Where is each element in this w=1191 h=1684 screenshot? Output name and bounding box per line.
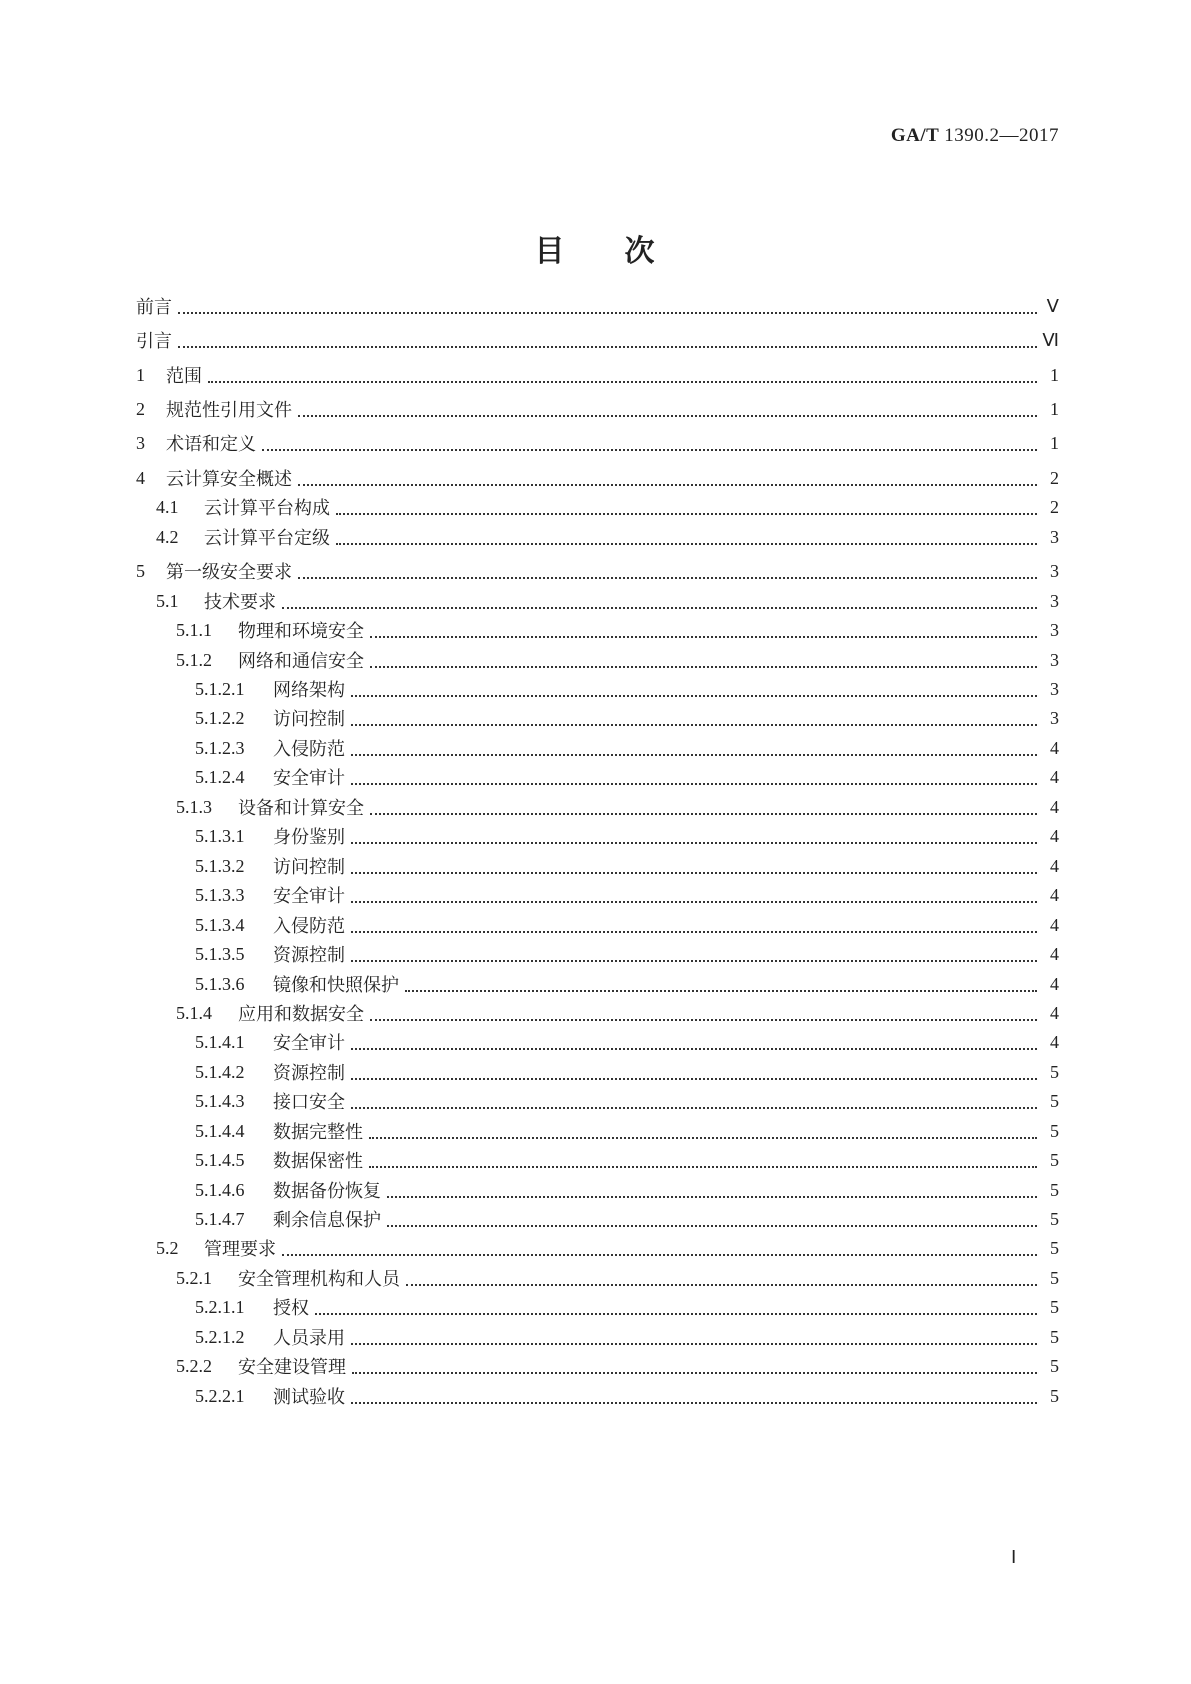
toc-entry-title: 资源控制 (273, 945, 345, 966)
toc-entry[interactable] (136, 1204, 1059, 1234)
toc-entry[interactable] (136, 428, 1059, 458)
toc-entry-number: 5.1.2.2 (195, 707, 245, 728)
toc-entry-title: 引言 (136, 331, 172, 352)
dot-leader (351, 775, 1037, 785)
toc-entry[interactable] (136, 674, 1059, 704)
toc-entry-title: 访问控制 (273, 857, 345, 878)
dot-leader (351, 864, 1037, 874)
toc-entry-number: 5.1.2 (176, 649, 212, 670)
toc-entry-title: 数据备份恢复 (273, 1181, 381, 1202)
toc-entry[interactable] (136, 1057, 1059, 1087)
toc-entry-number: 4.1 (156, 496, 179, 517)
toc-entry[interactable] (136, 1292, 1059, 1322)
toc-entry-title: 数据保密性 (273, 1151, 363, 1172)
toc-entry-number: 5.1.4.7 (195, 1208, 245, 1229)
toc-entry[interactable] (136, 1175, 1059, 1205)
toc-entry[interactable] (136, 291, 1059, 321)
toc-entry-page: 4 (1050, 737, 1059, 758)
dot-leader (351, 923, 1037, 933)
toc-title (0, 226, 1191, 270)
toc-entry-number: 5.1.4.3 (195, 1090, 245, 1111)
toc-entry-page: 5 (1050, 1090, 1059, 1111)
toc-entry-title: 云计算平台定级 (204, 528, 330, 549)
dot-leader (351, 1335, 1037, 1345)
toc-title-left: 目 (534, 234, 567, 269)
dot-leader (370, 658, 1037, 668)
dot-leader (352, 1364, 1037, 1374)
toc-entry-page: 5 (1050, 1120, 1059, 1141)
toc-entry-number: 5.1.3 (176, 796, 212, 817)
toc-entry-title: 云计算安全概述 (166, 469, 292, 490)
toc-entry[interactable] (136, 1381, 1059, 1411)
toc-entry-page: 4 (1050, 914, 1059, 935)
toc-entry[interactable] (136, 1116, 1059, 1146)
toc-entry-page: 3 (1050, 560, 1059, 581)
dot-leader (208, 373, 1037, 383)
toc-entry-number: 5.1.4.5 (195, 1149, 245, 1170)
toc-entry[interactable] (136, 394, 1059, 424)
dot-leader (178, 304, 1037, 314)
toc-entry[interactable] (136, 1145, 1059, 1175)
toc-entry-page: 5 (1050, 1208, 1059, 1229)
dot-leader (336, 505, 1037, 515)
toc-entry-number: 5.1.4.4 (195, 1120, 245, 1141)
toc-entry[interactable] (136, 463, 1059, 493)
toc-entry[interactable] (136, 733, 1059, 763)
toc-entry-title: 安全审计 (273, 768, 345, 789)
toc-entry[interactable] (136, 821, 1059, 851)
dot-leader (282, 599, 1037, 609)
dot-leader (370, 628, 1037, 638)
toc-entry-title: 入侵防范 (273, 739, 345, 760)
toc-entry[interactable] (136, 615, 1059, 645)
toc-entry-page: 3 (1050, 649, 1059, 670)
dot-leader (369, 1129, 1037, 1139)
toc-entry-number: 5.2.1 (176, 1267, 212, 1288)
toc-entry[interactable] (136, 939, 1059, 969)
toc-entry-page: 4 (1050, 855, 1059, 876)
toc-entry-title: 人员录用 (273, 1328, 345, 1349)
dot-leader (351, 687, 1037, 697)
toc-entry-page: 3 (1050, 678, 1059, 699)
toc-entry-number: 5.1.3.6 (195, 973, 245, 994)
toc-entry-page: 5 (1050, 1149, 1059, 1170)
toc-entry-title: 网络架构 (273, 680, 345, 701)
toc-entry-number: 5.1 (156, 590, 179, 611)
toc-entry-title: 设备和计算安全 (238, 798, 364, 819)
dot-leader (351, 834, 1037, 844)
toc-entry-page: 1 (1050, 432, 1059, 453)
toc-entry-page: 4 (1050, 1031, 1059, 1052)
toc-entry-title: 第一级安全要求 (166, 562, 292, 583)
toc-entry-page: 4 (1050, 796, 1059, 817)
dot-leader (351, 1394, 1037, 1404)
toc-entry-page: 3 (1050, 707, 1059, 728)
dot-leader (370, 805, 1037, 815)
toc-entry-number: 5.1.3.3 (195, 884, 245, 905)
toc-entry-title: 云计算平台构成 (204, 498, 330, 519)
toc-entry[interactable] (136, 325, 1059, 355)
dot-leader (387, 1188, 1037, 1198)
toc-entry-number: 5.1.2.4 (195, 766, 245, 787)
toc-entry-title: 网络和通信安全 (238, 651, 364, 672)
toc-entry-number: 5.1.4 (176, 1002, 212, 1023)
toc-entry-number: 5.1.4.1 (195, 1031, 245, 1052)
toc-entry[interactable] (136, 910, 1059, 940)
dot-leader (351, 1099, 1037, 1109)
toc-entry-title: 资源控制 (273, 1063, 345, 1084)
toc-entry-number: 4.2 (156, 526, 179, 547)
toc-entry-title: 管理要求 (204, 1239, 276, 1260)
toc-entry-title: 安全管理机构和人员 (238, 1269, 400, 1290)
document-code-number: 1390.2—2017 (944, 125, 1059, 146)
toc-entry-title: 测试验收 (273, 1387, 345, 1408)
toc-entry-page: 5 (1050, 1296, 1059, 1317)
toc-entry-page: 5 (1050, 1355, 1059, 1376)
toc-entry[interactable] (136, 1086, 1059, 1116)
dot-leader (351, 893, 1037, 903)
toc-entry-page: 4 (1050, 766, 1059, 787)
toc-entry-number: 5.1.3.5 (195, 943, 245, 964)
toc-entry[interactable] (136, 1322, 1059, 1352)
dot-leader (282, 1246, 1037, 1256)
dot-leader (387, 1217, 1037, 1227)
toc-entry-number: 5.1.3.4 (195, 914, 245, 935)
toc-entry-title: 镜像和快照保护 (273, 975, 399, 996)
toc-entry[interactable] (136, 969, 1059, 999)
toc-entry-page: 4 (1050, 973, 1059, 994)
dot-leader (336, 535, 1037, 545)
dot-leader (351, 1040, 1037, 1050)
page-number: Ⅰ (1011, 1547, 1017, 1567)
toc-entry-number: 2 (136, 398, 145, 419)
dot-leader (315, 1305, 1037, 1315)
toc-entry-page: 1 (1050, 364, 1059, 385)
dot-leader (370, 1011, 1037, 1021)
toc-entry-page: 3 (1050, 590, 1059, 611)
toc-entry-number: 5.2 (156, 1237, 179, 1258)
toc-entry-title: 术语和定义 (166, 434, 256, 455)
toc-entry-number: 5.2.2 (176, 1355, 212, 1376)
toc-entry[interactable] (136, 1027, 1059, 1057)
toc-entry-title: 技术要求 (204, 592, 276, 613)
toc-entry-number: 3 (136, 432, 145, 453)
toc-entry-number: 5 (136, 560, 145, 581)
toc-entry-page: 5 (1050, 1326, 1059, 1347)
toc-entry-page: 4 (1050, 943, 1059, 964)
dot-leader (406, 1276, 1037, 1286)
toc-entry-number: 4 (136, 467, 145, 488)
toc-entry-title: 安全审计 (273, 886, 345, 907)
toc-entry[interactable] (136, 880, 1059, 910)
dot-leader (178, 338, 1037, 348)
toc-entry-page: 5 (1050, 1267, 1059, 1288)
toc-entry[interactable] (136, 492, 1059, 522)
toc-entry-page: 5 (1050, 1061, 1059, 1082)
toc-entry-title: 身份鉴别 (273, 827, 345, 848)
dot-leader (351, 952, 1037, 962)
toc-entry-title: 安全审计 (273, 1033, 345, 1054)
toc-entry[interactable] (136, 851, 1059, 881)
document-code-prefix: GA/T (890, 125, 939, 146)
toc-entry-title: 入侵防范 (273, 916, 345, 937)
toc-entry[interactable] (136, 792, 1059, 822)
dot-leader (351, 1070, 1037, 1080)
toc-entry[interactable] (136, 586, 1059, 616)
toc-entry-page: 4 (1050, 884, 1059, 905)
toc-entry-page: 5 (1050, 1385, 1059, 1406)
toc-entry-page: Ⅴ (1046, 295, 1059, 316)
toc-entry[interactable] (136, 645, 1059, 675)
toc-entry[interactable] (136, 522, 1059, 552)
toc-entry[interactable] (136, 1233, 1059, 1263)
toc-entry-page: 5 (1050, 1179, 1059, 1200)
toc-entry-number: 5.2.2.1 (195, 1385, 245, 1406)
toc-title-right: 次 (624, 234, 657, 269)
dot-leader (298, 476, 1037, 486)
dot-leader (298, 407, 1037, 417)
toc-entry-page: 4 (1050, 1002, 1059, 1023)
toc-entry-page: 2 (1050, 496, 1059, 517)
toc-entry-page: 2 (1050, 467, 1059, 488)
toc-entry-number: 5.1.2.1 (195, 678, 245, 699)
toc-entry[interactable] (136, 556, 1059, 586)
toc-entry-title: 规范性引用文件 (166, 400, 292, 421)
toc-entry-page: 3 (1050, 619, 1059, 640)
dot-leader (405, 982, 1037, 992)
toc-entry-page: 1 (1050, 398, 1059, 419)
toc-entry-title: 访问控制 (273, 709, 345, 730)
toc-entry[interactable] (136, 998, 1059, 1028)
toc-entry-title: 前言 (136, 297, 172, 318)
toc-entry-number: 5.1.3.1 (195, 825, 245, 846)
toc-entry-title: 范围 (166, 366, 202, 387)
toc-entry-number: 5.1.4.2 (195, 1061, 245, 1082)
toc-entry-number: 5.1.2.3 (195, 737, 245, 758)
toc-entry[interactable] (136, 1351, 1059, 1381)
toc-entry-title: 授权 (273, 1298, 309, 1319)
toc-entry[interactable] (136, 703, 1059, 733)
toc-entry-page: Ⅵ (1042, 329, 1059, 350)
toc-entry[interactable] (136, 762, 1059, 792)
dot-leader (262, 441, 1037, 451)
toc-entry-title: 安全建设管理 (238, 1357, 346, 1378)
toc-entry[interactable] (136, 1263, 1059, 1293)
dot-leader (351, 716, 1037, 726)
toc-entry-number: 5.1.1 (176, 619, 212, 640)
toc-entry-title: 剩余信息保护 (273, 1210, 381, 1231)
document-code (600, 125, 1059, 147)
toc-entry-number: 1 (136, 364, 145, 385)
toc-entry-number: 5.2.1.2 (195, 1326, 245, 1347)
dot-leader (351, 746, 1037, 756)
dot-leader (298, 569, 1037, 579)
toc-entry-title: 物理和环境安全 (238, 621, 364, 642)
dot-leader (369, 1158, 1037, 1168)
toc-entry-number: 5.1.4.6 (195, 1179, 245, 1200)
toc-entry-title: 数据完整性 (273, 1122, 363, 1143)
toc-entry-page: 4 (1050, 825, 1059, 846)
toc-entry-number: 5.2.1.1 (195, 1296, 245, 1317)
toc-entry-title: 接口安全 (273, 1092, 345, 1113)
toc-entry[interactable] (136, 360, 1059, 390)
toc-entry-page: 5 (1050, 1237, 1059, 1258)
toc-entry-number: 5.1.3.2 (195, 855, 245, 876)
toc-entry-page: 3 (1050, 526, 1059, 547)
toc-entry-title: 应用和数据安全 (238, 1004, 364, 1025)
